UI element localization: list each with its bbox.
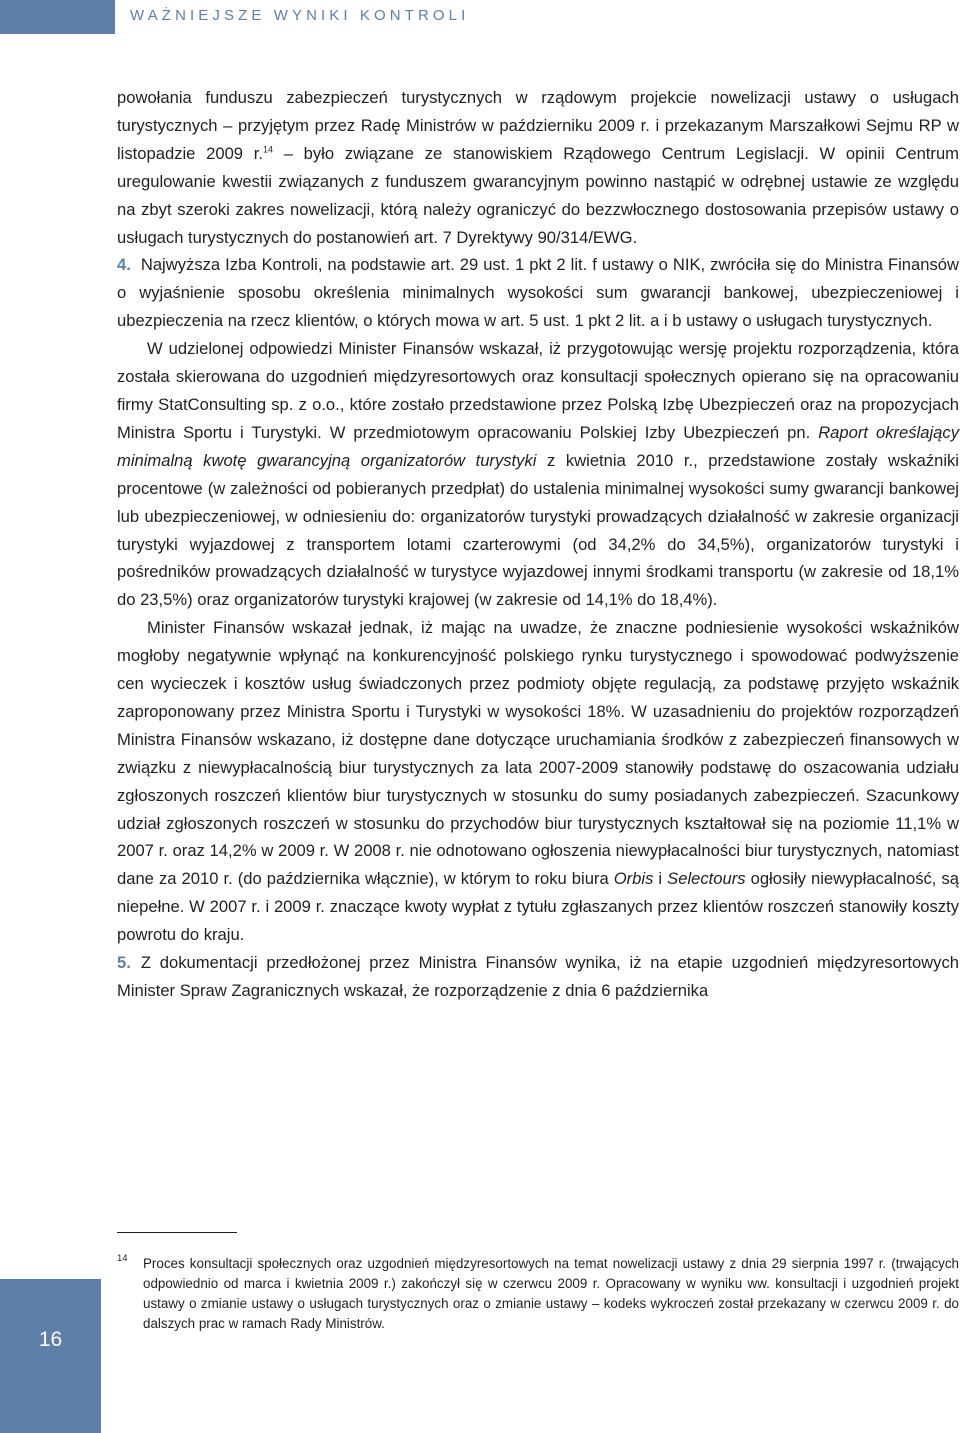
header-accent-block bbox=[0, 0, 115, 34]
paragraph-4: Minister Finansów wskazał jednak, iż mając na uwadze, że znaczne podniesienie wysokości wskaźników mogłoby negatywnie wpłynąć na konkurencyjność polskiego rynku turystycznego i spowodować podwyższenie cen wycieczek i kosztów usług świadczonych przez podmioty objęte regulacją, za podstawę przyjęto wskaźnik zaproponowany przez Ministra Sportu i Turystyki w wysokości 18%. W uzasadnieniu do projektów rozporządzeń Ministra Finansów wskazano, iż dostępne dane dotyczące uruchamiania środków z zabezpieczeń finansowych w związku z niewypłacalnością biur turystycznych za lata 2007-2009 stanowiły podstawę do oszacowania udziału zgłoszonych roszczeń klientów biur turystycznych w stosunku do sumy posiadanych zabezpieczeń. Szacunkowy udział zgłoszonych roszczeń w stosunku do przychodów biur turystycznych kształtował się na poziomie 11,1% w 2007 r. oraz 14,2% w 2009 r. W 2008 r. nie odnotowano ogłoszenia niewypłacalności biur turystycznych, natomiast dane za 2010 r. (do października włącznie), w którym to roku biura Orbis i Selectours ogłosiły niewypłacalność, są niepełne. W 2007 r. i 2009 r. znaczące kwoty wypłat z tytułu zgłaszanych przez klientów roszczeń stanowiły koszty powrotu do kraju. bbox=[117, 618, 959, 945]
footnote-text: Proces konsultacji społecznych oraz uzgodnień międzyresortowych na temat nowelizacji ustawy z dnia 29 sierpnia 1997 r. (trwających odpowiednio od marca i kwietnia 2009 r.) zakończył się w czerwcu 2009 r. Opracowany w wyniku ww. konsultacji i uzgodnień projekt ustawy o zmianie ustawy o usługach turystycznych oraz o zmianie ustawy – kodeks wykroczeń został przekazany w czerwcu 2009 r. do dalszych prac w ramach Rady Ministrów. bbox=[143, 1256, 959, 1331]
footnote-reference[interactable]: 14 bbox=[262, 144, 273, 155]
paragraph-1: powołania funduszu zabezpieczeń turystycznych w rządowym projekcie nowelizacji ustawy o usługach turystycznych – przyjętym przez Radę Ministrów w październiku 2009 r. i przekazanym Marszałkowi Sejmu RP w listopadzie 2009 r.$^{14}$ – było związane ze stanowiskiem Rządowego Centrum Legislacji. W opinii Centrum uregulowanie kwestii związanych z funduszem gwarancyjnym powinno nastąpić w odrębnej ustawie ze względu na zbyt szeroki zakres nowelizacji, którą należy ograniczyć do bezzwłocznego dostosowania przepisów ustawy o usługach turystycznych do postanowień art. 7 Dyrektywy 90/314/EWG. bbox=[117, 88, 959, 247]
point-number: 5. bbox=[117, 953, 131, 973]
paragraph-2: 4. Najwyższa Izba Kontroli, na podstawie art. 29 ust. 1 pkt 2 lit. f ustawy o NIK, zwróciła się do Ministra Finansów o wyjaśnienie sposobu określenia minimalnych wysokości sum gwarancji bankowej, ubezpieczeniowej i ubezpieczenia na rzecz klientów, o których mowa w art. 5 ust. 1 pkt 2 lit. a i b ustawy o usługach turystycznych. bbox=[117, 255, 959, 331]
section-title: WAŻNIEJSZE WYNIKI KONTROLI bbox=[130, 7, 470, 24]
company-name: Selectours bbox=[667, 869, 746, 889]
page-number-box bbox=[0, 1279, 101, 1433]
main-text bbox=[117, 84, 959, 1005]
footnote-marker: 14 bbox=[117, 1253, 128, 1264]
company-name: Orbis bbox=[613, 869, 654, 889]
page-number: 16 bbox=[38, 1328, 63, 1351]
footnote bbox=[117, 1254, 959, 1334]
point-number: 4. bbox=[117, 255, 131, 275]
report-title: Raport określający minimalną kwotę gwarancyjną organizatorów turystyki bbox=[117, 422, 959, 470]
page-header bbox=[0, 0, 960, 34]
paragraph-5: 5. Z dokumentacji przedłożonej przez Ministra Finansów wynika, iż na etapie uzgodnień międzyresortowych Minister Spraw Zagranicznych wskazał, że rozporządzenie z dnia 6 października bbox=[117, 953, 959, 1000]
footnote-divider bbox=[117, 1232, 237, 1233]
paragraph-3: W udzielonej odpowiedzi Minister Finansów wskazał, iż przygotowując wersję projektu rozporządzenia, która została skierowana do uzgodnień międzyresortowych oraz konsultacji społecznych opierano się na opracowaniu firmy StatConsulting sp. z o.o., które zostało przedstawione przez Polską Izbę Ubezpieczeń oraz na propozycjach Ministra Sportu i Turystyki. W przedmiotowym opracowaniu Polskiej Izby Ubezpieczeń pn. Raport określający minimalną kwotę gwarancyjną organizatorów turystyki z kwietnia 2010 r., przedstawione zostały wskaźniki procentowe (w zależności od pobieranych przedpłat) do ustalenia minimalnej wysokości sumy gwarancji bankowej lub ubezpieczeniowej, w odniesieniu do: organizatorów turystyki prowadzących działalność w zakresie organizacji turystyki wyjazdowej z transportem lotami czarterowymi (od 34,2% do 34,5%), organizatorów turystyki i pośredników prowadzących działalność w turystyce wyjazdowej innymi środkami transportu (w zakresie od 18,1% do 23,5%) oraz organizatorów turystyki krajowej (w zakresie od 14,1% do 18,4%). bbox=[117, 339, 959, 610]
